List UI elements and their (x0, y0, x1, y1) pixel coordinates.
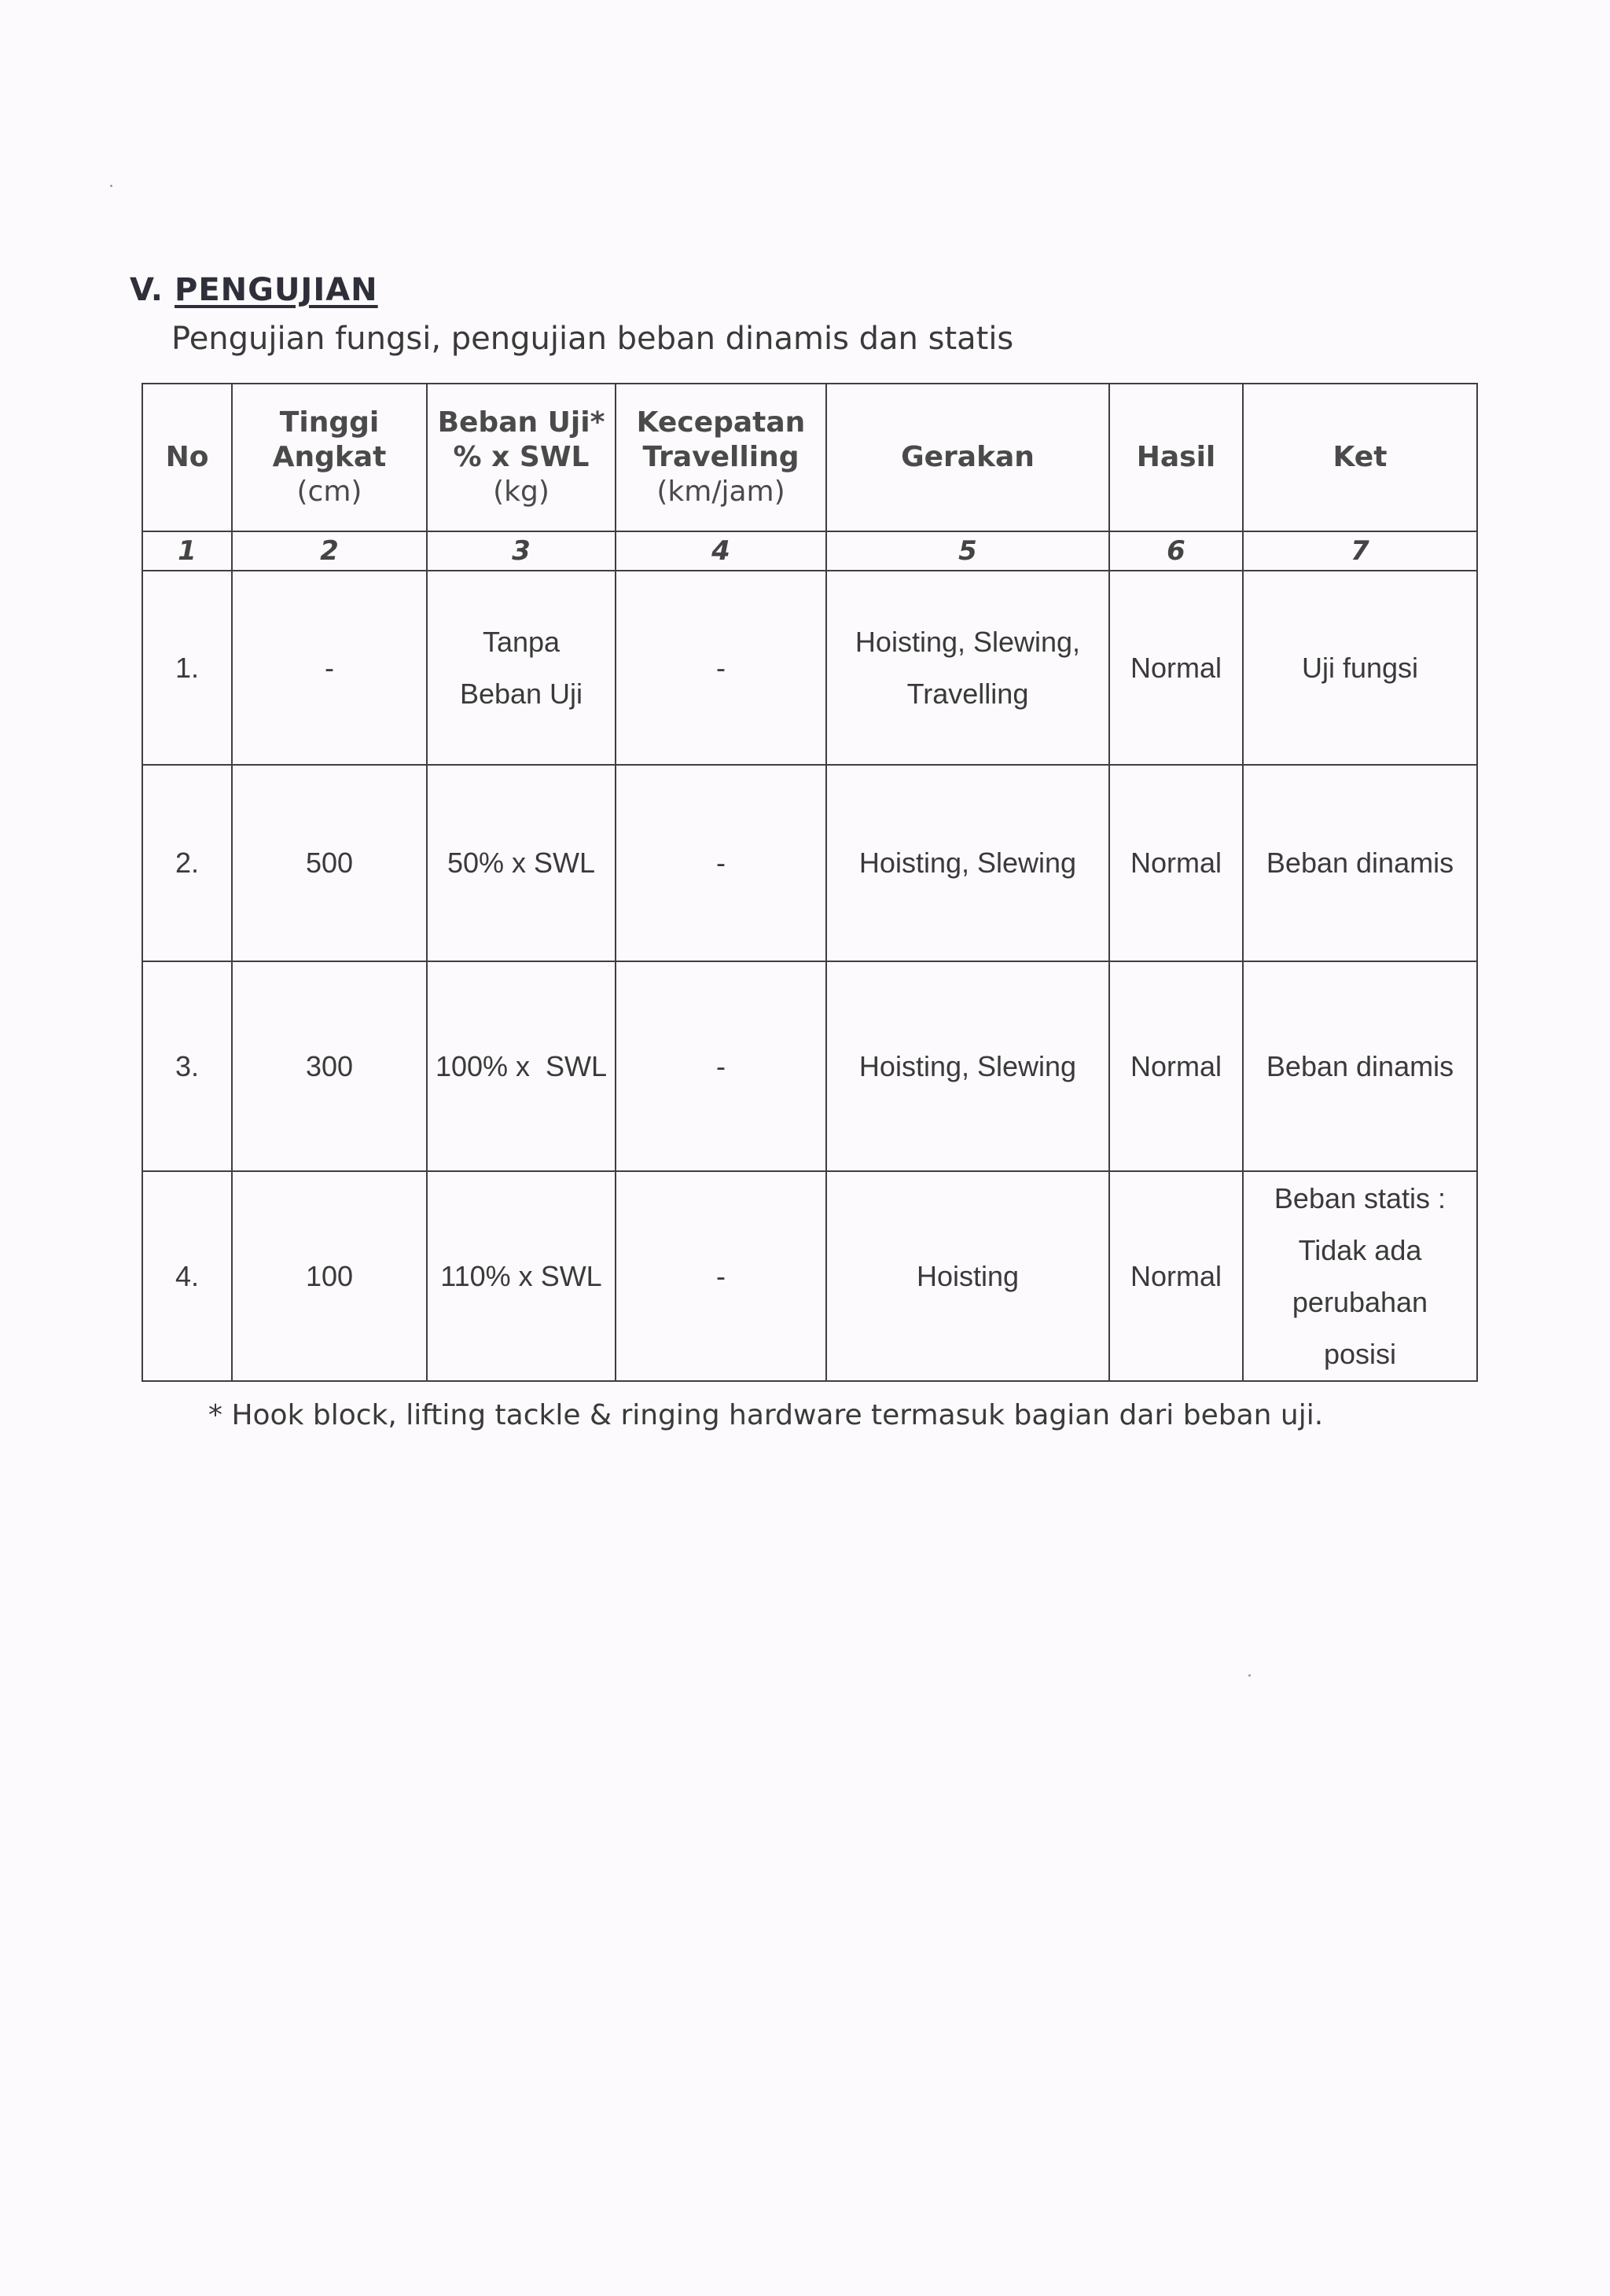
header-kecepatan: Kecepatan Travelling (km/jam) (616, 384, 826, 531)
scan-speck (110, 185, 112, 187)
cell-hasil: Normal (1109, 1171, 1243, 1381)
column-index: 3 (427, 531, 616, 571)
column-index: 1 (142, 531, 232, 571)
cell-kecepatan: - (616, 765, 826, 961)
cell-ket: Uji fungsi (1243, 571, 1477, 765)
header-no: No (142, 384, 232, 531)
cell-gerakan: Hoisting (826, 1171, 1109, 1381)
cell-gerakan: Hoisting, Slewing (826, 765, 1109, 961)
cell-beban: Tanpa Beban Uji (427, 571, 616, 765)
cell-no: 4. (142, 1171, 232, 1381)
cell-beban: 50% x SWL (427, 765, 616, 961)
column-index: 7 (1243, 531, 1477, 571)
column-index: 5 (826, 531, 1109, 571)
cell-hasil: Normal (1109, 961, 1243, 1171)
cell-hasil: Normal (1109, 765, 1243, 961)
table-row (142, 1171, 1477, 1381)
section-heading (130, 272, 378, 308)
cell-tinggi: 500 (232, 765, 427, 961)
cell-beban: 100% x SWL (427, 961, 616, 1171)
cell-tinggi: - (232, 571, 427, 765)
cell-ket: Beban dinamis (1243, 961, 1477, 1171)
test-results-table (142, 383, 1478, 1382)
column-index: 6 (1109, 531, 1243, 571)
table-footnote: * Hook block, lifting tackle & ringing hardware termasuk bagian dari beban uji. (208, 1399, 1324, 1431)
cell-gerakan: Hoisting, Slewing, Travelling (826, 571, 1109, 765)
section-subtitle: Pengujian fungsi, pengujian beban dinamis dan statis (171, 321, 1014, 357)
section-number: V. (130, 272, 164, 308)
cell-gerakan: Hoisting, Slewing (826, 961, 1109, 1171)
cell-hasil: Normal (1109, 571, 1243, 765)
cell-ket: Beban statis : Tidak ada perubahan posisi (1243, 1171, 1477, 1381)
cell-no: 1. (142, 571, 232, 765)
table-row (142, 571, 1477, 765)
scan-speck (1248, 1674, 1251, 1677)
header-tinggi-angkat: Tinggi Angkat (cm) (232, 384, 427, 531)
table-row (142, 765, 1477, 961)
cell-beban: 110% x SWL (427, 1171, 616, 1381)
header-beban-uji: Beban Uji* % x SWL (kg) (427, 384, 616, 531)
column-index: 4 (616, 531, 826, 571)
cell-no: 2. (142, 765, 232, 961)
cell-kecepatan: - (616, 571, 826, 765)
cell-tinggi: 300 (232, 961, 427, 1171)
section-title: PENGUJIAN (175, 272, 378, 308)
cell-kecepatan: - (616, 961, 826, 1171)
table-header-row (142, 384, 1477, 531)
cell-ket: Beban dinamis (1243, 765, 1477, 961)
table-row (142, 961, 1477, 1171)
cell-no: 3. (142, 961, 232, 1171)
header-hasil: Hasil (1109, 384, 1243, 531)
header-ket: Ket (1243, 384, 1477, 531)
column-index-row (142, 531, 1477, 571)
cell-tinggi: 100 (232, 1171, 427, 1381)
cell-kecepatan: - (616, 1171, 826, 1381)
column-index: 2 (232, 531, 427, 571)
header-gerakan: Gerakan (826, 384, 1109, 531)
